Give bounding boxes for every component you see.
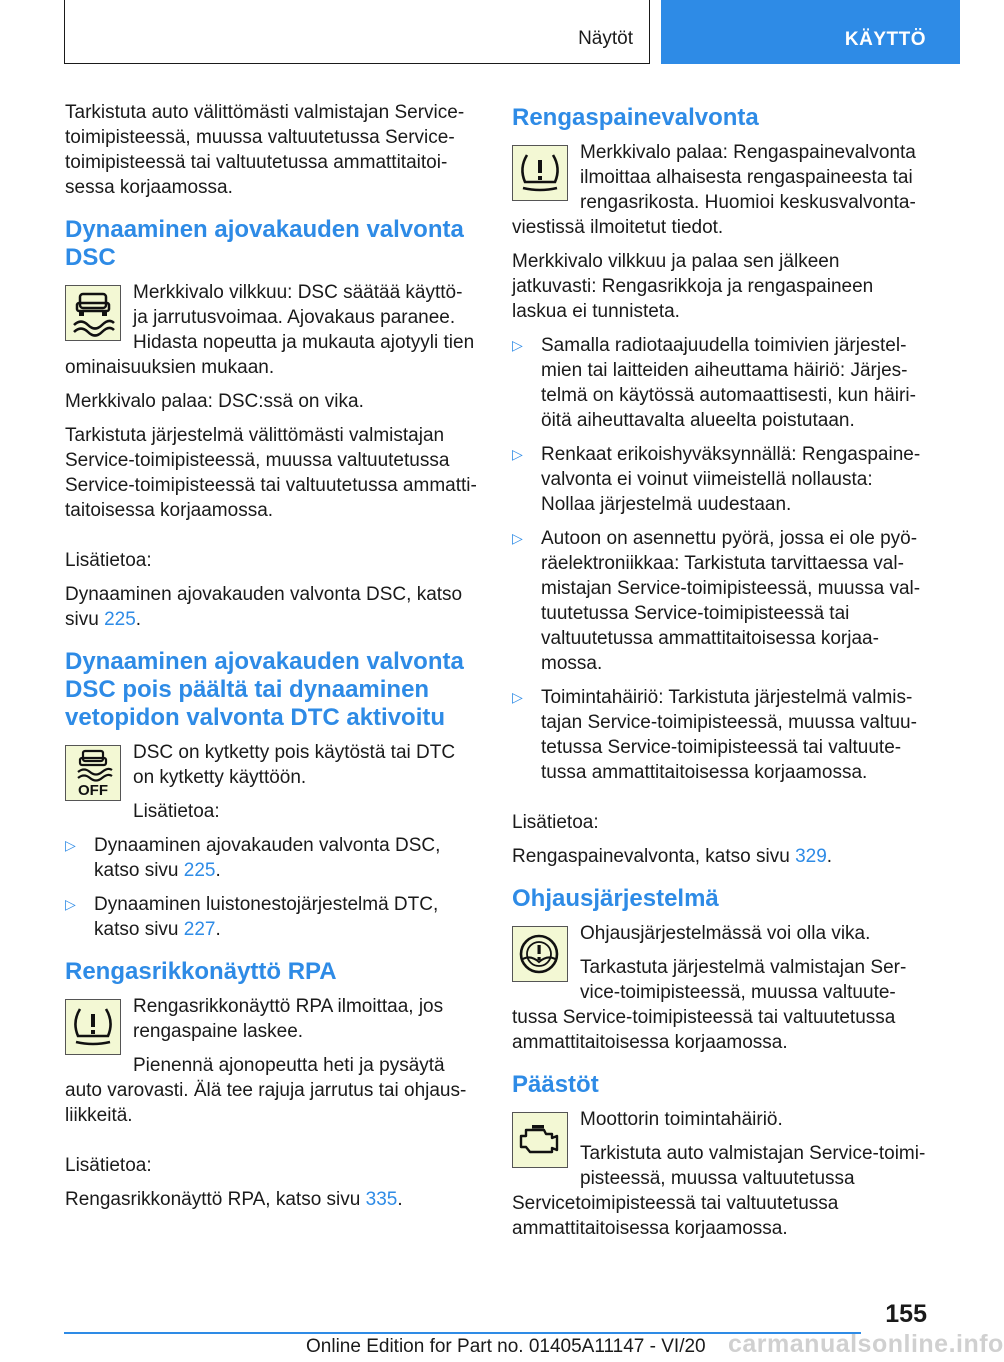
dsc-info-reference bbox=[65, 582, 480, 632]
rdc-description: Merkkivalo palaa: Rengaspainevalvonta ilmoittaa alhaisesta rengaspaineesta tai rengasrikosta. Huomioi keskusvalvontaviestissä ilmoitetut tiedot. bbox=[512, 142, 916, 238]
right-column bbox=[512, 100, 928, 1250]
dtc-page-link[interactable]: 227 bbox=[183, 919, 216, 940]
dsc-off-reference-list bbox=[65, 833, 480, 942]
header-chapter-title: KÄYTTÖ bbox=[844, 29, 926, 50]
dsc-info-text: Dynaaminen ajovakauden valvonta DSC, katso sivu bbox=[65, 584, 463, 630]
rdc-info-end: . bbox=[826, 846, 833, 867]
header-chapter-tab bbox=[661, 0, 960, 64]
steering-entry bbox=[512, 921, 928, 1055]
tire-pressure-monitor-icon bbox=[512, 145, 568, 201]
list-item bbox=[512, 685, 928, 785]
bullet-triangle-icon: ▷ bbox=[65, 837, 76, 853]
rdc-entry bbox=[512, 140, 928, 240]
dsc-page-link[interactable]: 225 bbox=[183, 860, 216, 881]
list-item-text: Autoon on asennettu pyörä, jossa ei ole pyöräelektroniikkaa: Tarkistuta tarvittaessa valmistajan Service-toimipisteessä, muussa valtuutetussa Service-toimipisteessä tai valtuutetussa ammattitaitoisessa korjaamossa. bbox=[541, 528, 921, 674]
rpa-info-end: . bbox=[397, 1189, 403, 1210]
rpa-page-link[interactable]: 335 bbox=[365, 1189, 398, 1210]
dsc-paragraph-service: Tarkistuta järjestelmä välittömästi valmistajan Service-toimipisteessä, muussa valtuutetussa Service-toimipisteessä tai valtuutetussa ammattitaitoisessa korjaamossa. bbox=[65, 425, 477, 521]
dsc-page-link[interactable]: 225 bbox=[104, 609, 136, 630]
list-item-end: . bbox=[215, 860, 221, 881]
check-engine-icon bbox=[512, 1112, 568, 1168]
dsc-info-label: Lisätietoa: bbox=[65, 550, 152, 571]
rpa-info-reference bbox=[65, 1187, 480, 1212]
rpa-description: Rengasrikkonäyttö RPA ilmoittaa, jos rengaspaine laskee. bbox=[133, 996, 444, 1042]
steering-heading: Ohjausjärjestelmä bbox=[512, 885, 719, 912]
steering-wheel-warning-icon bbox=[512, 926, 568, 982]
list-item-text: Dynaaminen luistonestojärjestelmä DTC, katso sivu bbox=[94, 894, 439, 940]
emissions-entry bbox=[512, 1107, 928, 1241]
steering-description: Ohjausjärjestelmässä voi olla vika. bbox=[580, 923, 871, 944]
rdc-info-reference bbox=[512, 844, 928, 869]
header-section-title: Näytöt bbox=[578, 28, 633, 49]
tire-pressure-warning-icon bbox=[65, 999, 121, 1055]
page-number: 155 bbox=[885, 1300, 927, 1328]
bullet-triangle-icon: ▷ bbox=[512, 689, 523, 705]
emissions-description: Moottorin toimintahäiriö. bbox=[580, 1109, 783, 1130]
dsc-heading: Dynaaminen ajovakauden valvonta DSC bbox=[65, 216, 464, 271]
rpa-info-label: Lisätietoa: bbox=[65, 1155, 152, 1176]
dsc-off-icon-text: OFF bbox=[78, 782, 108, 799]
rpa-entry bbox=[65, 994, 480, 1128]
rdc-heading: Rengaspainevalvonta bbox=[512, 104, 759, 131]
rdc-info-text: Rengaspainevalvonta, katso sivu bbox=[512, 846, 796, 867]
list-item bbox=[65, 892, 480, 942]
dsc-off-heading: Dynaaminen ajovakauden valvonta DSC pois päältä tai dynaaminen vetopidon valvonta DTC aktivoitu bbox=[65, 648, 464, 731]
list-item-text: Toimintahäiriö: Tarkistuta järjestelmä valmistajan Service-toimipisteessä, muussa valtuutetussa Service-toimipisteessä tai valtuutetussa ammattitaitoisessa korjaamossa. bbox=[541, 687, 917, 783]
rdc-page-link[interactable]: 329 bbox=[795, 846, 827, 867]
rpa-heading: Rengasrikkonäyttö RPA bbox=[65, 958, 337, 985]
bullet-triangle-icon: ▷ bbox=[65, 896, 76, 912]
dsc-paragraph-fault: Merkkivalo palaa: DSC:ssä on vika. bbox=[65, 391, 364, 412]
header-section-box bbox=[64, 0, 650, 64]
list-item bbox=[512, 526, 928, 676]
dsc-warning-icon bbox=[65, 285, 121, 341]
rpa-paragraph-action: Pienennä ajonopeutta heti ja pysäytä auto varovasti. Älä tee rajuja jarrutus tai ohjausliikkeitä. bbox=[65, 1055, 467, 1126]
rdc-cause-list bbox=[512, 333, 928, 785]
list-item-text: Samalla radiotaajuudella toimivien järjestelmien tai laitteiden aiheuttama häiriö: Järjestelmä on käytössä automaattisesti, kun häiriöitä aiheuttavalta alueelta poistutaan. bbox=[541, 335, 916, 431]
dsc-description: Merkkivalo vilkkuu: DSC säätää käyttö- ja jarrutusvoimaa. Ajovakaus paranee. Hidasta nopeutta ja mukauta ajotyyli tien ominaisuuksien mukaan. bbox=[65, 282, 475, 378]
bullet-triangle-icon: ▷ bbox=[512, 530, 523, 546]
emissions-heading: Päästöt bbox=[512, 1071, 599, 1098]
list-item-end: . bbox=[215, 919, 221, 940]
rdc-paragraph-flashing: Merkkivalo vilkkuu ja palaa sen jälkeen jatkuvasti: Rengasrikkoja ja rengaspaineen laskua ei tunnisteta. bbox=[512, 251, 874, 322]
left-column bbox=[65, 100, 480, 1221]
footer-edition: Online Edition for Part no. 01405A11147 - VI/20 bbox=[306, 1336, 706, 1357]
list-item bbox=[512, 442, 928, 517]
dsc-off-info-label: Lisätietoa: bbox=[133, 801, 220, 822]
list-item bbox=[512, 333, 928, 433]
bullet-triangle-icon: ▷ bbox=[512, 446, 523, 462]
dsc-off-description: DSC on kytketty pois käytöstä tai DTC on kytketty käyttöön. bbox=[133, 742, 456, 788]
list-item-text: Dynaaminen ajovakauden valvonta DSC, katso sivu bbox=[94, 835, 441, 881]
dsc-off-entry bbox=[65, 740, 480, 799]
emissions-paragraph-service: Tarkistuta auto valmistajan Service-toimipisteessä, muussa valtuutetussa Servicetoimipisteessä tai valtuutetussa ammattitaitoisessa korjaamossa. bbox=[512, 1143, 926, 1239]
dsc-info-end: . bbox=[135, 609, 142, 630]
dsc-off-icon bbox=[65, 745, 121, 801]
rpa-info-text: Rengasrikkonäyttö RPA, katso sivu bbox=[65, 1189, 366, 1210]
rdc-info-label: Lisätietoa: bbox=[512, 812, 599, 833]
list-item-text: Renkaat erikoishyväksynnällä: Rengaspainevalvonta ei voinut viimeistellä nollausta: Nollaa järjestelmä uudestaan. bbox=[541, 444, 921, 515]
list-item bbox=[65, 833, 480, 883]
bullet-triangle-icon: ▷ bbox=[512, 337, 523, 353]
steering-paragraph-service: Tarkastuta järjestelmä valmistajan Service-toimipisteessä, muussa valtuutetussa Service-toimipisteessä tai valtuutetussa ammattitaitoisessa korjaamossa. bbox=[512, 957, 907, 1053]
watermark: carmanualsonline.info bbox=[728, 1330, 1004, 1358]
dsc-entry bbox=[65, 280, 480, 380]
intro-paragraph: Tarkistuta auto välittömästi valmistajan Servicetoimipisteessä, muussa valtuutetussa Servicetoimipisteessä tai valtuutetussa ammattitaitoisessa korjaamossa. bbox=[65, 102, 465, 198]
